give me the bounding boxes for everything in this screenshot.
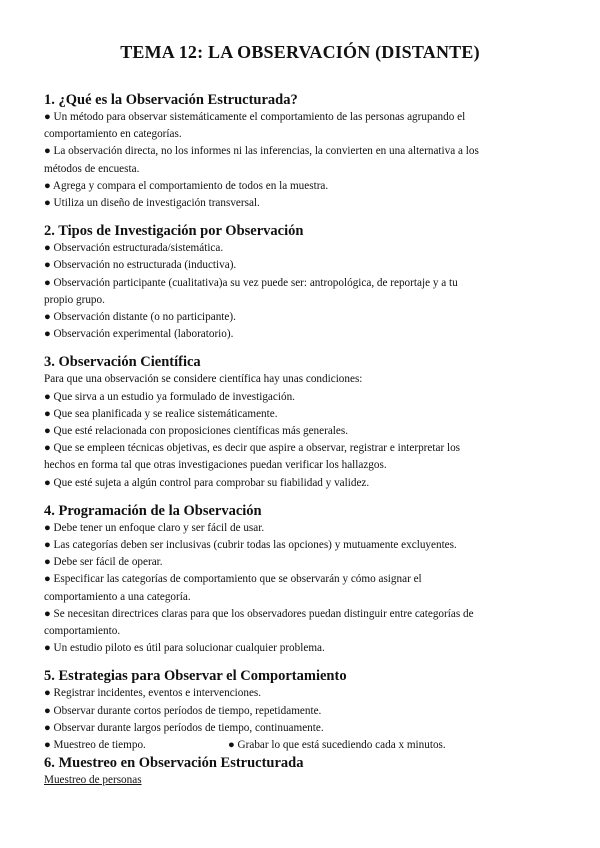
list-item-continuation: métodos de encuesta. [44,162,140,175]
list-item-continuation: propio grupo. [44,293,105,306]
list-item: ● Que sea planificada y se realice sistemáticamente. [44,407,278,420]
list-item: ● Se necesitan directrices claras para que los observadores puedan distinguir entre categorías de [44,607,474,620]
list-item-continuation: comportamiento en categorías. [44,128,182,141]
section-heading: 3. Observación Científica [44,354,201,371]
section-heading: 1. ¿Qué es la Observación Estructurada? [44,92,298,108]
list-item: ● Debe tener un enfoque claro y ser fácil de usar. [44,521,265,534]
section-heading: 5. Estrategias para Observar el Comportamiento [44,668,347,685]
list-item: ● Especificar las categorías de comportamiento que se observarán y cómo asignar el [44,573,422,586]
list-item: ● Observar durante cortos períodos de tiempo, repetidamente. [44,704,322,717]
list-item: ● Debe ser fácil de operar. [44,556,163,569]
list-item: ● Un estudio piloto es útil para solucionar cualquier problema. [44,642,325,655]
list-item: ● Que esté relacionada con proposiciones científicas más generales. [44,425,349,438]
list-item: ● Que se empleen técnicas objetivas, es decir que aspire a observar, registrar e interpretar los [44,442,461,455]
intro-text: Para que una observación se considere científica hay unas condiciones: [44,373,363,386]
list-item: ● Observación distante (o no participante). [44,311,236,324]
list-item-continuation: hechos en forma tal que otras investigaciones puedan verificar los hallazgos. [44,459,387,472]
list-item: ● Observación no estructurada (inductiva). [44,259,237,272]
subheading: Muestreo de personas [44,774,142,787]
section-6 [44,754,564,789]
list-item: ● Utiliza un diseño de investigación transversal. [44,197,260,210]
page-title: TEMA 12: LA OBSERVACIÓN (DISTANTE) [120,42,480,62]
list-item-continuation: comportamiento. [44,625,121,638]
list-item: ● Observar durante largos períodos de tiempo, continuamente. [44,721,324,734]
list-item: ● La observación directa, no los informes ni las inferencias, la convierten en una alternativa a los [44,145,479,158]
list-item: ● Las categorías deben ser inclusivas (cubrir todas las opciones) y mutuamente excluyentes. [44,539,457,552]
list-item: ● Grabar lo que está sucediendo cada x minutos. [228,739,446,752]
list-item: ● Observación experimental (laboratorio). [44,328,234,341]
section-2 [44,222,564,343]
section-5 [44,667,564,754]
list-item: ● Que esté sujeta a algún control para comprobar su fiabilidad y validez. [44,476,370,489]
section-heading: 6. Muestreo en Observación Estructurada [44,755,304,772]
list-item-continuation: comportamiento a una categoría. [44,590,191,603]
list-item: ● Registrar incidentes, eventos e intervenciones. [44,687,262,700]
document-body [44,91,564,789]
list-item: ● Muestreo de tiempo. [44,739,146,752]
section-1 [44,91,564,212]
two-column-row [44,737,564,754]
section-3 [44,353,564,491]
list-item: ● Un método para observar sistemáticamente el comportamiento de las personas agrupando el [44,111,466,123]
section-heading: 4. Programación de la Observación [44,502,262,519]
list-item: ● Observación estructurada/sistemática. [44,242,224,255]
list-item: ● Observación participante (cualitativa)a su vez puede ser: antropológica, de reportaje y a tu [44,276,458,289]
section-heading: 2. Tipos de Investigación por Observación [44,223,304,240]
list-item: ● Que sirva a un estudio ya formulado de investigación. [44,390,295,403]
section-4 [44,502,564,658]
list-item: ● Agrega y compara el comportamiento de todos en la muestra. [44,179,329,192]
